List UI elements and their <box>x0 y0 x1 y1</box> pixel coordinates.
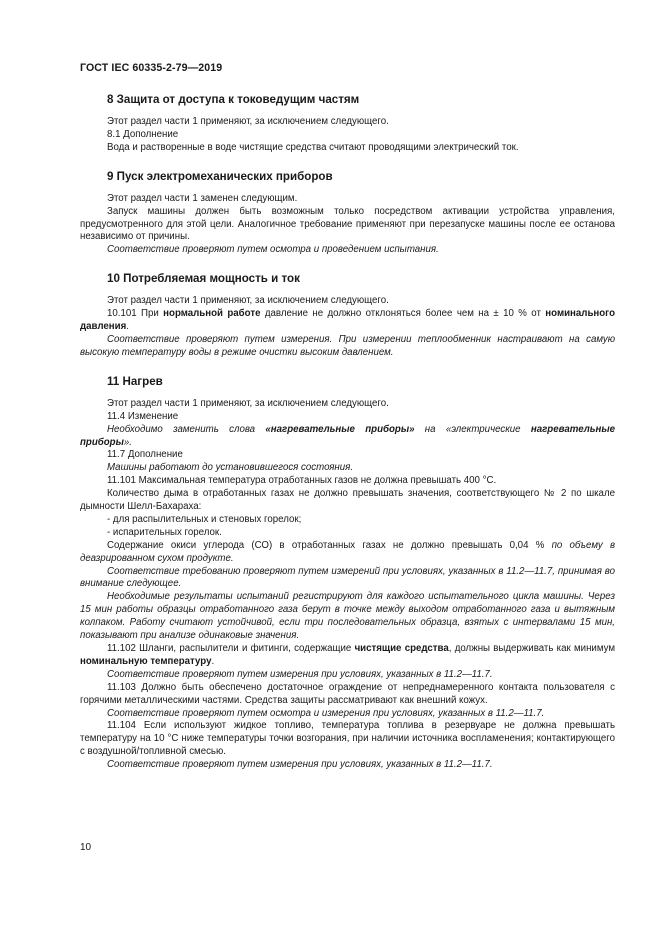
text-run: Машины работают до установившегося состояния. <box>107 462 354 474</box>
text-run: Соответствие проверяют путем измерения при условиях, указанных в 11.2—11.7. <box>107 668 493 680</box>
paragraph <box>80 643 615 669</box>
paragraph <box>80 720 615 759</box>
text-run: 11.102 Шланги, распылители и фитинги, содержащие <box>107 643 355 654</box>
paragraph <box>80 334 615 360</box>
section <box>80 169 615 258</box>
paragraph <box>80 244 615 257</box>
paragraph <box>80 682 615 708</box>
text-run: номинальную температуру <box>80 655 212 667</box>
text-run: Содержание окиси углерода (СО) в отработанных газах не должно превышать 0,04 % <box>107 539 552 551</box>
paragraph <box>80 411 615 424</box>
text-run: нагревательные приборы <box>80 423 615 448</box>
text-run: Вода и растворенные в воде чистящие средства считают проводящими электрический ток. <box>107 141 519 153</box>
text-run: 10.101 При <box>107 308 164 320</box>
text-run: Соответствие проверяют путем осмотра и измерения при условиях, указанных в 11.2—11.7. <box>107 707 545 719</box>
document-code-header: ГОСТ IEC 60335-2-79—2019 <box>80 62 223 74</box>
text-run: Необходимые результаты испытаний регистрируют для каждого испытательного цикла машины. Через 15 мин работы образцы отработанного газа берут в точке между выходом отработанного газа и вытяжным колпаком. Работу считают устойчивой, если три последовательных образца, взятых с интервалами 15 мин, показывают при анализе одинаковые значения. <box>80 591 615 642</box>
text-run: Запуск машины должен быть возможным только посредством активации устройства управления, предусмотренного для этой цели. Аналогичное требование применяют при перезапуске машины после ее останова независимо от причины. <box>80 205 615 243</box>
text-run: давление не должно отклоняться более чем на ± 10 % от <box>260 308 546 320</box>
paragraph <box>80 193 615 206</box>
text-run: «нагревательные приборы» <box>265 423 415 435</box>
text-run: . <box>126 321 129 333</box>
page-number: 10 <box>80 842 92 853</box>
list-item <box>80 527 615 540</box>
section <box>80 374 615 772</box>
paragraph <box>80 475 615 488</box>
list-item <box>80 514 615 527</box>
paragraph <box>80 295 615 308</box>
text-run: Соответствие проверяют путем осмотра и проведением испытания. <box>107 244 439 256</box>
paragraph <box>80 462 615 475</box>
section <box>80 92 615 155</box>
text-run: , должны выдерживать как минимум <box>448 643 615 654</box>
text-run: - испарительных горелок. <box>107 526 222 538</box>
text-run: Этот раздел части 1 применяют, за исключением следующего. <box>107 397 389 409</box>
text-run: 11.7 Дополнение <box>107 449 183 461</box>
text-run: Этот раздел части 1 применяют, за исключением следующего. <box>107 116 389 127</box>
paragraph <box>80 308 615 334</box>
text-run: Соответствие требованию проверяют путем измерений при условиях, указанных в 11.2—11.7, принимая во внимание следующее. <box>80 565 615 590</box>
paragraph <box>80 566 615 592</box>
text-run: - для распылительных и стеновых горелок; <box>107 513 302 525</box>
text-run: 11.101 Максимальная температура отработанных газов не должна превышать 400 °С. <box>107 475 497 487</box>
text-run: . <box>211 655 215 667</box>
section-heading: 8 Защита от доступа к токоведущим частям <box>107 93 360 106</box>
section-heading: 11 Нагрев <box>107 374 163 388</box>
text-run: номинального давления <box>80 308 616 333</box>
text-run: чистящие средства <box>354 643 449 654</box>
text-run: по объему в деазрированном сухом продукте. <box>80 539 615 564</box>
paragraph <box>80 708 615 721</box>
text-run: на «электрические <box>414 423 531 435</box>
paragraph <box>80 669 615 682</box>
text-run: нормальной работе <box>163 308 261 320</box>
paragraph <box>80 591 615 643</box>
text-run: Количество дыма в отработанных газах не должно превышать значения, соответствующего № 2 по шкале дымности Шелл-Бахараха: <box>80 488 615 513</box>
paragraph <box>80 424 615 450</box>
paragraph <box>80 116 615 129</box>
paragraph <box>80 206 615 245</box>
paragraph <box>80 449 615 462</box>
text-run: 11.104 Если используют жидкое топливо, температура топлива в резервуаре не должна превышать температуру на 10 °С ниже температуры точки возгорания, при наличии источника воспламенения; контактирующего с воздушной/топливной смесью. <box>80 720 615 758</box>
paragraph <box>80 540 615 566</box>
text-run: Этот раздел части 1 применяют, за исключением следующего. <box>107 295 389 307</box>
text-run: Этот раздел части 1 заменен следующим. <box>107 192 298 204</box>
paragraph <box>80 398 615 411</box>
text-run: Соответствие проверяют путем измерения при условиях, указанных в 11.2—11.7. <box>107 759 493 771</box>
section-heading: 9 Пуск электромеханических приборов <box>107 169 333 183</box>
paragraph <box>80 488 615 514</box>
document-body <box>80 92 615 772</box>
section-heading: 10 Потребляемая мощность и ток <box>107 272 300 286</box>
text-run: ». <box>123 436 132 448</box>
text-run: Соответствие проверяют путем измерения. При измерении теплообменник настраивают на самую высокую температуру воды в режиме очистки высоким давлением. <box>80 333 615 358</box>
paragraph <box>80 129 615 142</box>
section <box>80 271 615 360</box>
text-run: Необходимо заменить слова <box>107 423 266 435</box>
text-run: 11.4 Изменение <box>107 410 179 422</box>
paragraph <box>80 142 615 155</box>
text-run: 11.103 Должно быть обеспечено достаточное ограждение от непреднамеренного контакта пользователя с горячими металлическими частями. Средства защиты рассматривают как внешний кожух. <box>80 681 615 706</box>
text-run: 8.1 Дополнение <box>107 128 179 140</box>
paragraph <box>80 759 615 772</box>
